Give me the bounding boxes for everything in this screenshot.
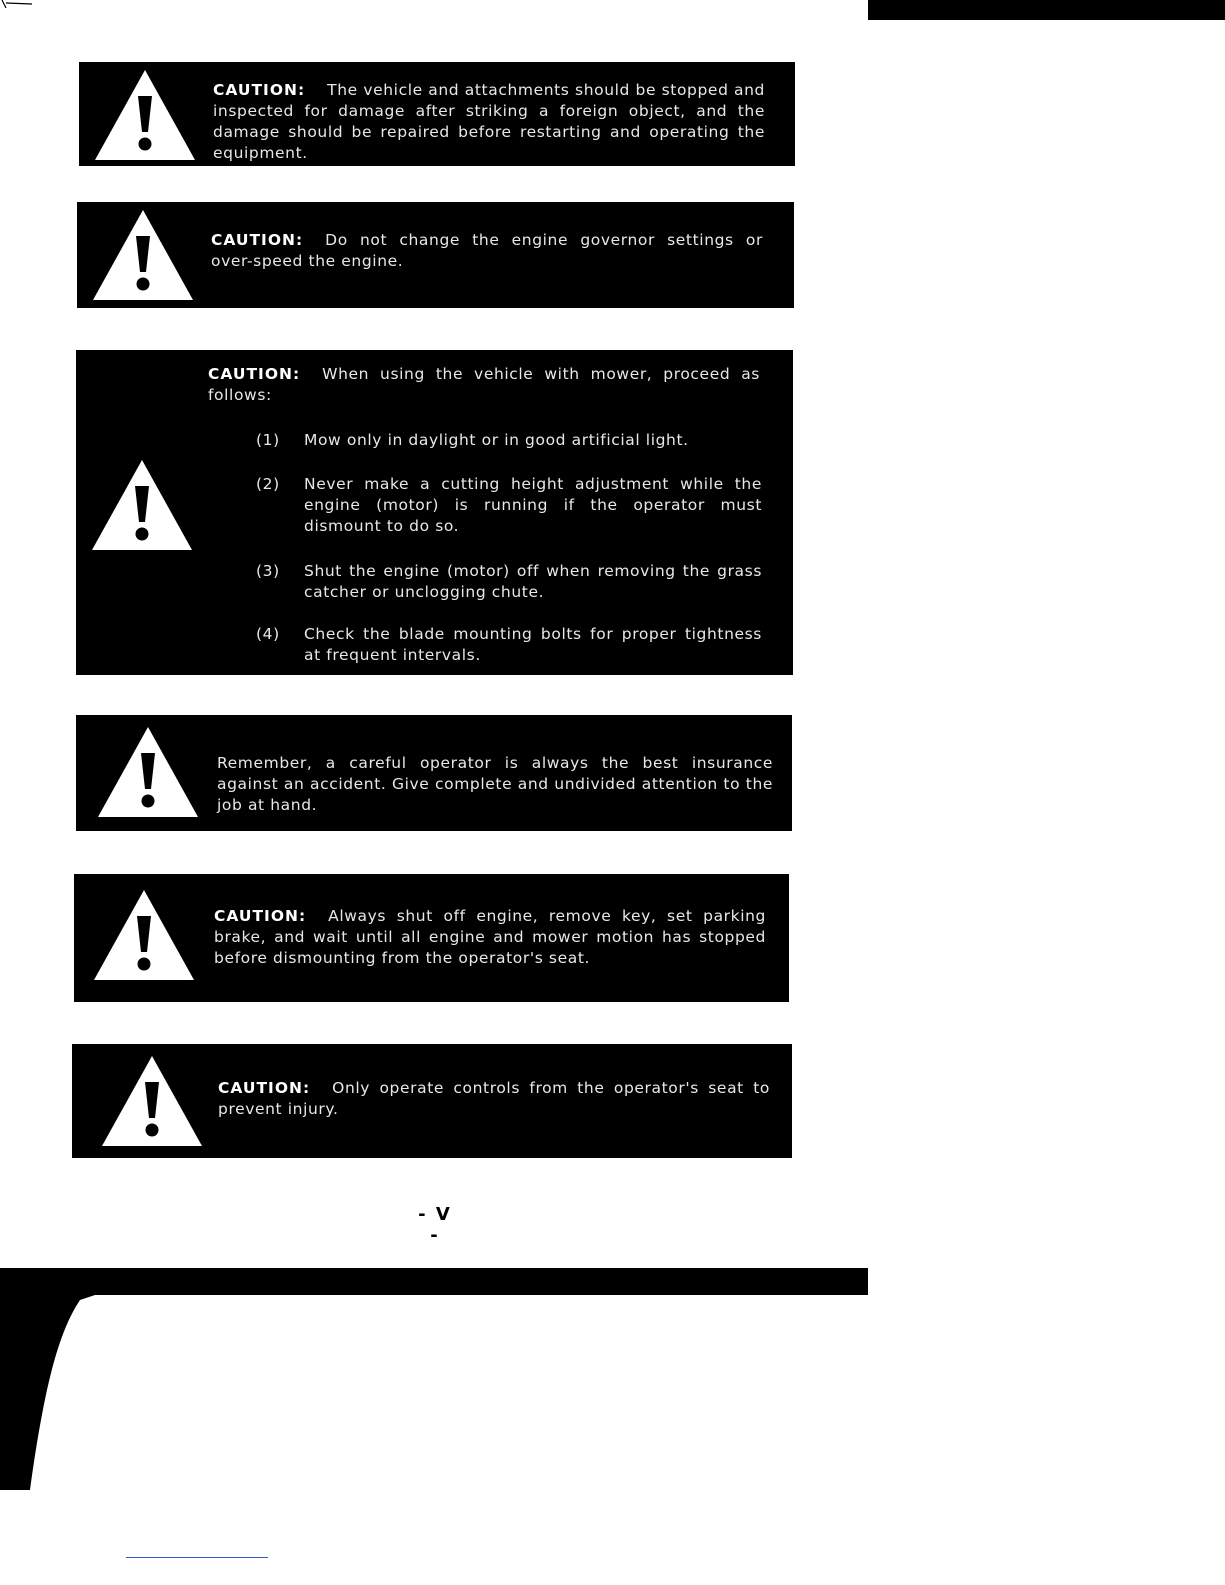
caution-text-5 <box>214 906 766 969</box>
list-item <box>256 474 766 538</box>
caution-label: CAUTION: <box>213 81 306 99</box>
warning-triangle-icon <box>94 723 202 821</box>
list-item-text: Check the blade mounting bolts for proper tightness at frequent intervals. <box>304 625 762 664</box>
reminder-panel <box>76 715 792 831</box>
list-item-text: Never make a cutting height adjustment while the engine (motor) is running if the operator must dismount to do so. <box>304 475 762 535</box>
scan-shadow <box>0 1290 110 1490</box>
warning-triangle-icon <box>90 886 198 984</box>
scan-corner-mark <box>0 0 40 10</box>
list-item-number: (3) <box>256 562 280 580</box>
caution-body: Only operate controls from the operator's seat to prevent injury. <box>218 1079 770 1118</box>
warning-triangle-icon <box>89 206 197 304</box>
caution-text-6 <box>218 1078 770 1120</box>
caution-label: CAUTION: <box>214 907 307 925</box>
page-number: - V - <box>418 1204 452 1246</box>
caution-panel-2 <box>77 202 794 308</box>
caution-panel-3 <box>76 350 793 675</box>
list-item-number: (4) <box>256 625 280 643</box>
list-item <box>256 624 766 668</box>
reminder-text <box>217 753 773 816</box>
caution-label: CAUTION: <box>211 231 304 249</box>
list-item <box>256 430 766 452</box>
warning-triangle-icon <box>91 66 199 164</box>
scan-edge-top <box>868 0 1225 20</box>
list-item-number: (2) <box>256 475 280 493</box>
caution-body: Always shut off engine, remove key, set parking brake, and wait until all engine and mower motion has stopped before dismounting from the operator's seat. <box>214 907 766 967</box>
list-item <box>256 561 766 605</box>
caution-label: CAUTION: <box>218 1079 311 1097</box>
caution-body: Do not change the engine governor settings or over-speed the engine. <box>211 231 763 270</box>
caution-text-2 <box>211 230 763 272</box>
caution-panel-1 <box>79 62 795 166</box>
caution-label: CAUTION: <box>208 365 301 383</box>
caution-text-1 <box>213 80 765 164</box>
caution-panel-6 <box>72 1044 792 1158</box>
warning-triangle-icon <box>98 1052 206 1150</box>
caution-panel-5 <box>74 874 789 1002</box>
list-item-number: (1) <box>256 431 280 449</box>
scan-underline-mark <box>126 1557 268 1558</box>
scan-edge-bottom <box>0 1268 868 1295</box>
list-item-text: Mow only in daylight or in good artificial light. <box>304 431 689 449</box>
caution-body: When using the vehicle with mower, proceed as follows: <box>208 365 760 404</box>
reminder-body: Remember, a careful operator is always the best insurance against an accident. Give complete and undivided attention to the job at hand. <box>217 754 773 814</box>
caution-body: The vehicle and attachments should be stopped and inspected for damage after striking a foreign object, and the damage should be repaired before restarting and operating the equipment. <box>213 81 765 162</box>
caution-text-3 <box>208 364 760 406</box>
warning-triangle-icon <box>88 456 196 554</box>
list-item-text: Shut the engine (motor) off when removing the grass catcher or unclogging chute. <box>304 562 762 601</box>
